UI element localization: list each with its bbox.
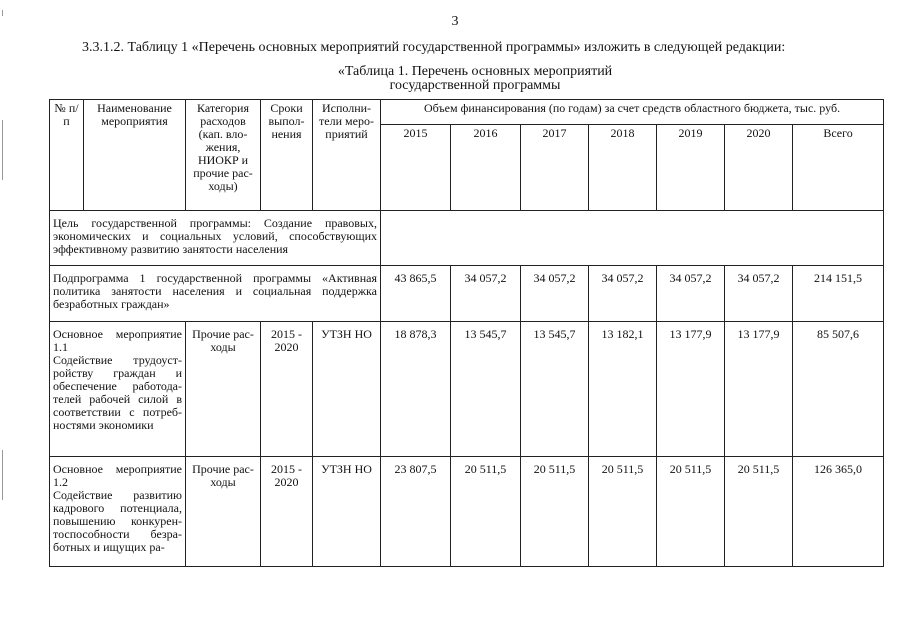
activity-category: Прочие рас-ходы (186, 322, 261, 457)
header-year: 2020 (725, 125, 793, 211)
header-year: 2017 (521, 125, 589, 211)
header-year: 2016 (451, 125, 521, 211)
activity-value: 13 545,7 (451, 322, 521, 457)
activity-value: 18 878,3 (381, 322, 451, 457)
activity-value: 13 545,7 (521, 322, 589, 457)
goal-text: Цель государственной программы: Создание правовых, экономических и социальных условий, способствующих эффективному развитию занятости населения (50, 211, 381, 266)
table-title-line-2: государственной программы (389, 78, 561, 93)
subprogram-value: 34 057,2 (657, 266, 725, 322)
programs-table (49, 99, 884, 567)
page-number: 3 (451, 14, 459, 29)
activity-value: 13 182,1 (589, 322, 657, 457)
activity-executor: УТЗН НО (313, 457, 381, 567)
activity-value: 20 511,5 (521, 457, 589, 567)
activity-value: 20 511,5 (451, 457, 521, 567)
table-title-line-1: «Таблица 1. Перечень основных мероприятий (337, 64, 613, 79)
subprogram-value: 34 057,2 (725, 266, 793, 322)
subprogram-value: 34 057,2 (589, 266, 657, 322)
header-year: 2015 (381, 125, 451, 211)
activity-1-1-name (50, 322, 186, 457)
subprogram-value: 43 865,5 (381, 266, 451, 322)
header-num: № п/п (50, 100, 84, 211)
activity-title: Основное мероприятие 1.2 (53, 462, 182, 489)
subprogram-value: 34 057,2 (521, 266, 589, 322)
activity-executor: УТЗН НО (313, 322, 381, 457)
activity-terms: 2015 - 2020 (261, 457, 313, 567)
activity-value: 20 511,5 (725, 457, 793, 567)
header-name: Наименование мероприятия (84, 100, 186, 211)
scan-edge-mark (2, 120, 3, 180)
header-year: 2018 (589, 125, 657, 211)
activity-value: 20 511,5 (589, 457, 657, 567)
table-title (300, 65, 650, 93)
activity-total: 85 507,6 (793, 322, 884, 457)
header-category: Категория расходов (кап. вло-жения, НИОКР и прочие рас-ходы) (186, 100, 261, 211)
header-funding: Объем финансирования (по годам) за счет средств областного бюджета, тыс. руб. (381, 100, 884, 125)
scan-edge-mark (2, 10, 3, 16)
activity-value: 23 807,5 (381, 457, 451, 567)
activity-value: 13 177,9 (657, 322, 725, 457)
activity-title: Основное мероприятие 1.1 (53, 327, 182, 354)
subprogram-value: 34 057,2 (451, 266, 521, 322)
activity-value: 20 511,5 (657, 457, 725, 567)
header-executors: Исполни-тели меро-приятий (313, 100, 381, 211)
subprogram-name: Подпрограмма 1 государственной программы «Активная политика занятости населения и социальная поддержка безработных граждан» (50, 266, 381, 322)
header-year: 2019 (657, 125, 725, 211)
activity-1-2-name (50, 457, 186, 567)
activity-category: Прочие рас-ходы (186, 457, 261, 567)
activity-description: Содействие трудоуст-ройству граждан и обеспечение работода-телей рабочей силой в соответствии с потреб-ностями экономики (53, 353, 182, 432)
activity-terms: 2015 - 2020 (261, 322, 313, 457)
scan-edge-mark (2, 450, 3, 500)
header-terms: Сроки выпол-нения (261, 100, 313, 211)
activity-total: 126 365,0 (793, 457, 884, 567)
activity-value: 13 177,9 (725, 322, 793, 457)
goal-empty-cell (381, 211, 884, 266)
activity-description: Содействие развитию кадрового потенциала, повышению конкурен-тоспособности безра-ботных и ищущих ра- (53, 488, 182, 554)
header-total: Всего (793, 125, 884, 211)
intro-text: 3.3.1.2. Таблицу 1 «Перечень основных мероприятий государственной программы» изложить в следующей редакции: (82, 40, 786, 55)
subprogram-total: 214 151,5 (793, 266, 884, 322)
